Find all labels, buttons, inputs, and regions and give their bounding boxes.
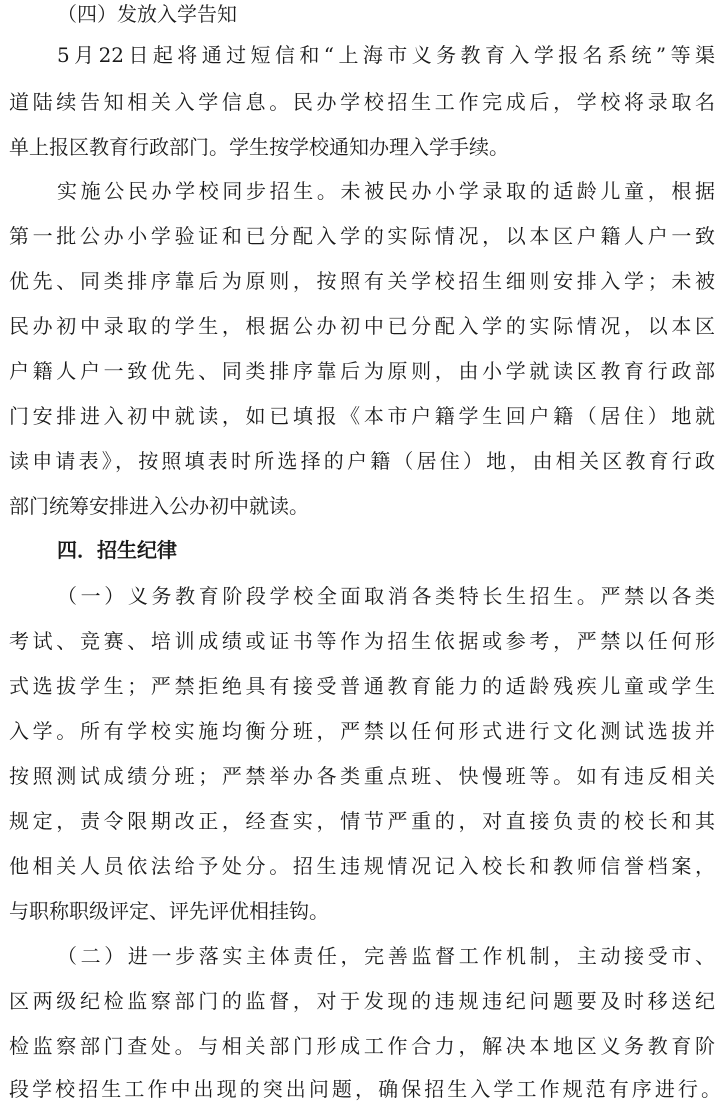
text-line: 优先、同类排序靠后为原则，按照有关学校招生细则安排入学；未被 (9, 269, 715, 293)
text-line: 考试、竞赛、培训成绩或证书等作为招生依据或参考，严禁以任何形 (9, 629, 715, 653)
text-line: （一）义务教育阶段学校全面取消各类特长生招生。严禁以各类 (57, 584, 715, 608)
text-line: 按照测试成绩分班；严禁举办各类重点班、快慢班等。如有违反相关 (9, 764, 715, 788)
text-line: 民办初中录取的学生，根据公办初中已分配入学的实际情况，以本区 (9, 314, 715, 338)
text-line: 道陆续告知相关入学信息。民办学校招生工作完成后，学校将录取名 (9, 90, 715, 114)
text-line: 5月22日起将通过短信和“上海市义务教育入学报名系统”等渠 (57, 43, 715, 67)
text-line: 区两级纪检监察部门的监督，对于发现的违规违纪问题要及时移送纪 (9, 989, 715, 1013)
text-line: 入学。所有学校实施均衡分班，严禁以任何形式进行文化测试选拔并 (9, 719, 715, 743)
text-line: 式选拔学生；严禁拒绝具有接受普通教育能力的适龄残疾儿童或学生 (9, 674, 715, 698)
text-line: 门安排进入初中就读，如已填报《本市户籍学生回户籍（居住）地就 (9, 404, 715, 428)
text-line: 规定，责令限期改正，经查实，情节严重的，对直接负责的校长和其 (9, 809, 715, 833)
text-line: 户籍人户一致优先、同类排序靠后为原则，由小学就读区教育行政部 (9, 359, 715, 383)
text-line: 第一批公办小学验证和已分配入学的实际情况，以本区户籍人户一致 (9, 224, 715, 248)
text-line: （四）发放入学告知 (57, 2, 237, 26)
text-line: 单上报区教育行政部门。学生按学校通知办理入学手续。 (9, 135, 509, 159)
text-line: （二）进一步落实主体责任，完善监督工作机制，主动接受市、 (57, 944, 715, 968)
text-line: 检监察部门查处。与相关部门形成工作合力，解决本地区义务教育阶 (9, 1034, 715, 1058)
text-line: 他相关人员依法给予处分。招生违规情况记入校长和教师信誉档案， (9, 854, 715, 878)
text-line: 段学校招生工作中出现的突出问题，确保招生入学工作规范有序进行。 (9, 1077, 721, 1101)
text-line: 读申请表》，按照填表时所选择的户籍（居住）地，由相关区教育行政 (9, 449, 715, 473)
text-line: 实施公民办学校同步招生。未被民办小学录取的适龄儿童，根据 (57, 179, 715, 203)
section-heading: 四．招生纪律 (57, 538, 177, 562)
text-line: 与职称职级评定、评先评优相挂钩。 (9, 899, 329, 923)
text-line: 部门统筹安排进入公办初中就读。 (9, 494, 309, 518)
